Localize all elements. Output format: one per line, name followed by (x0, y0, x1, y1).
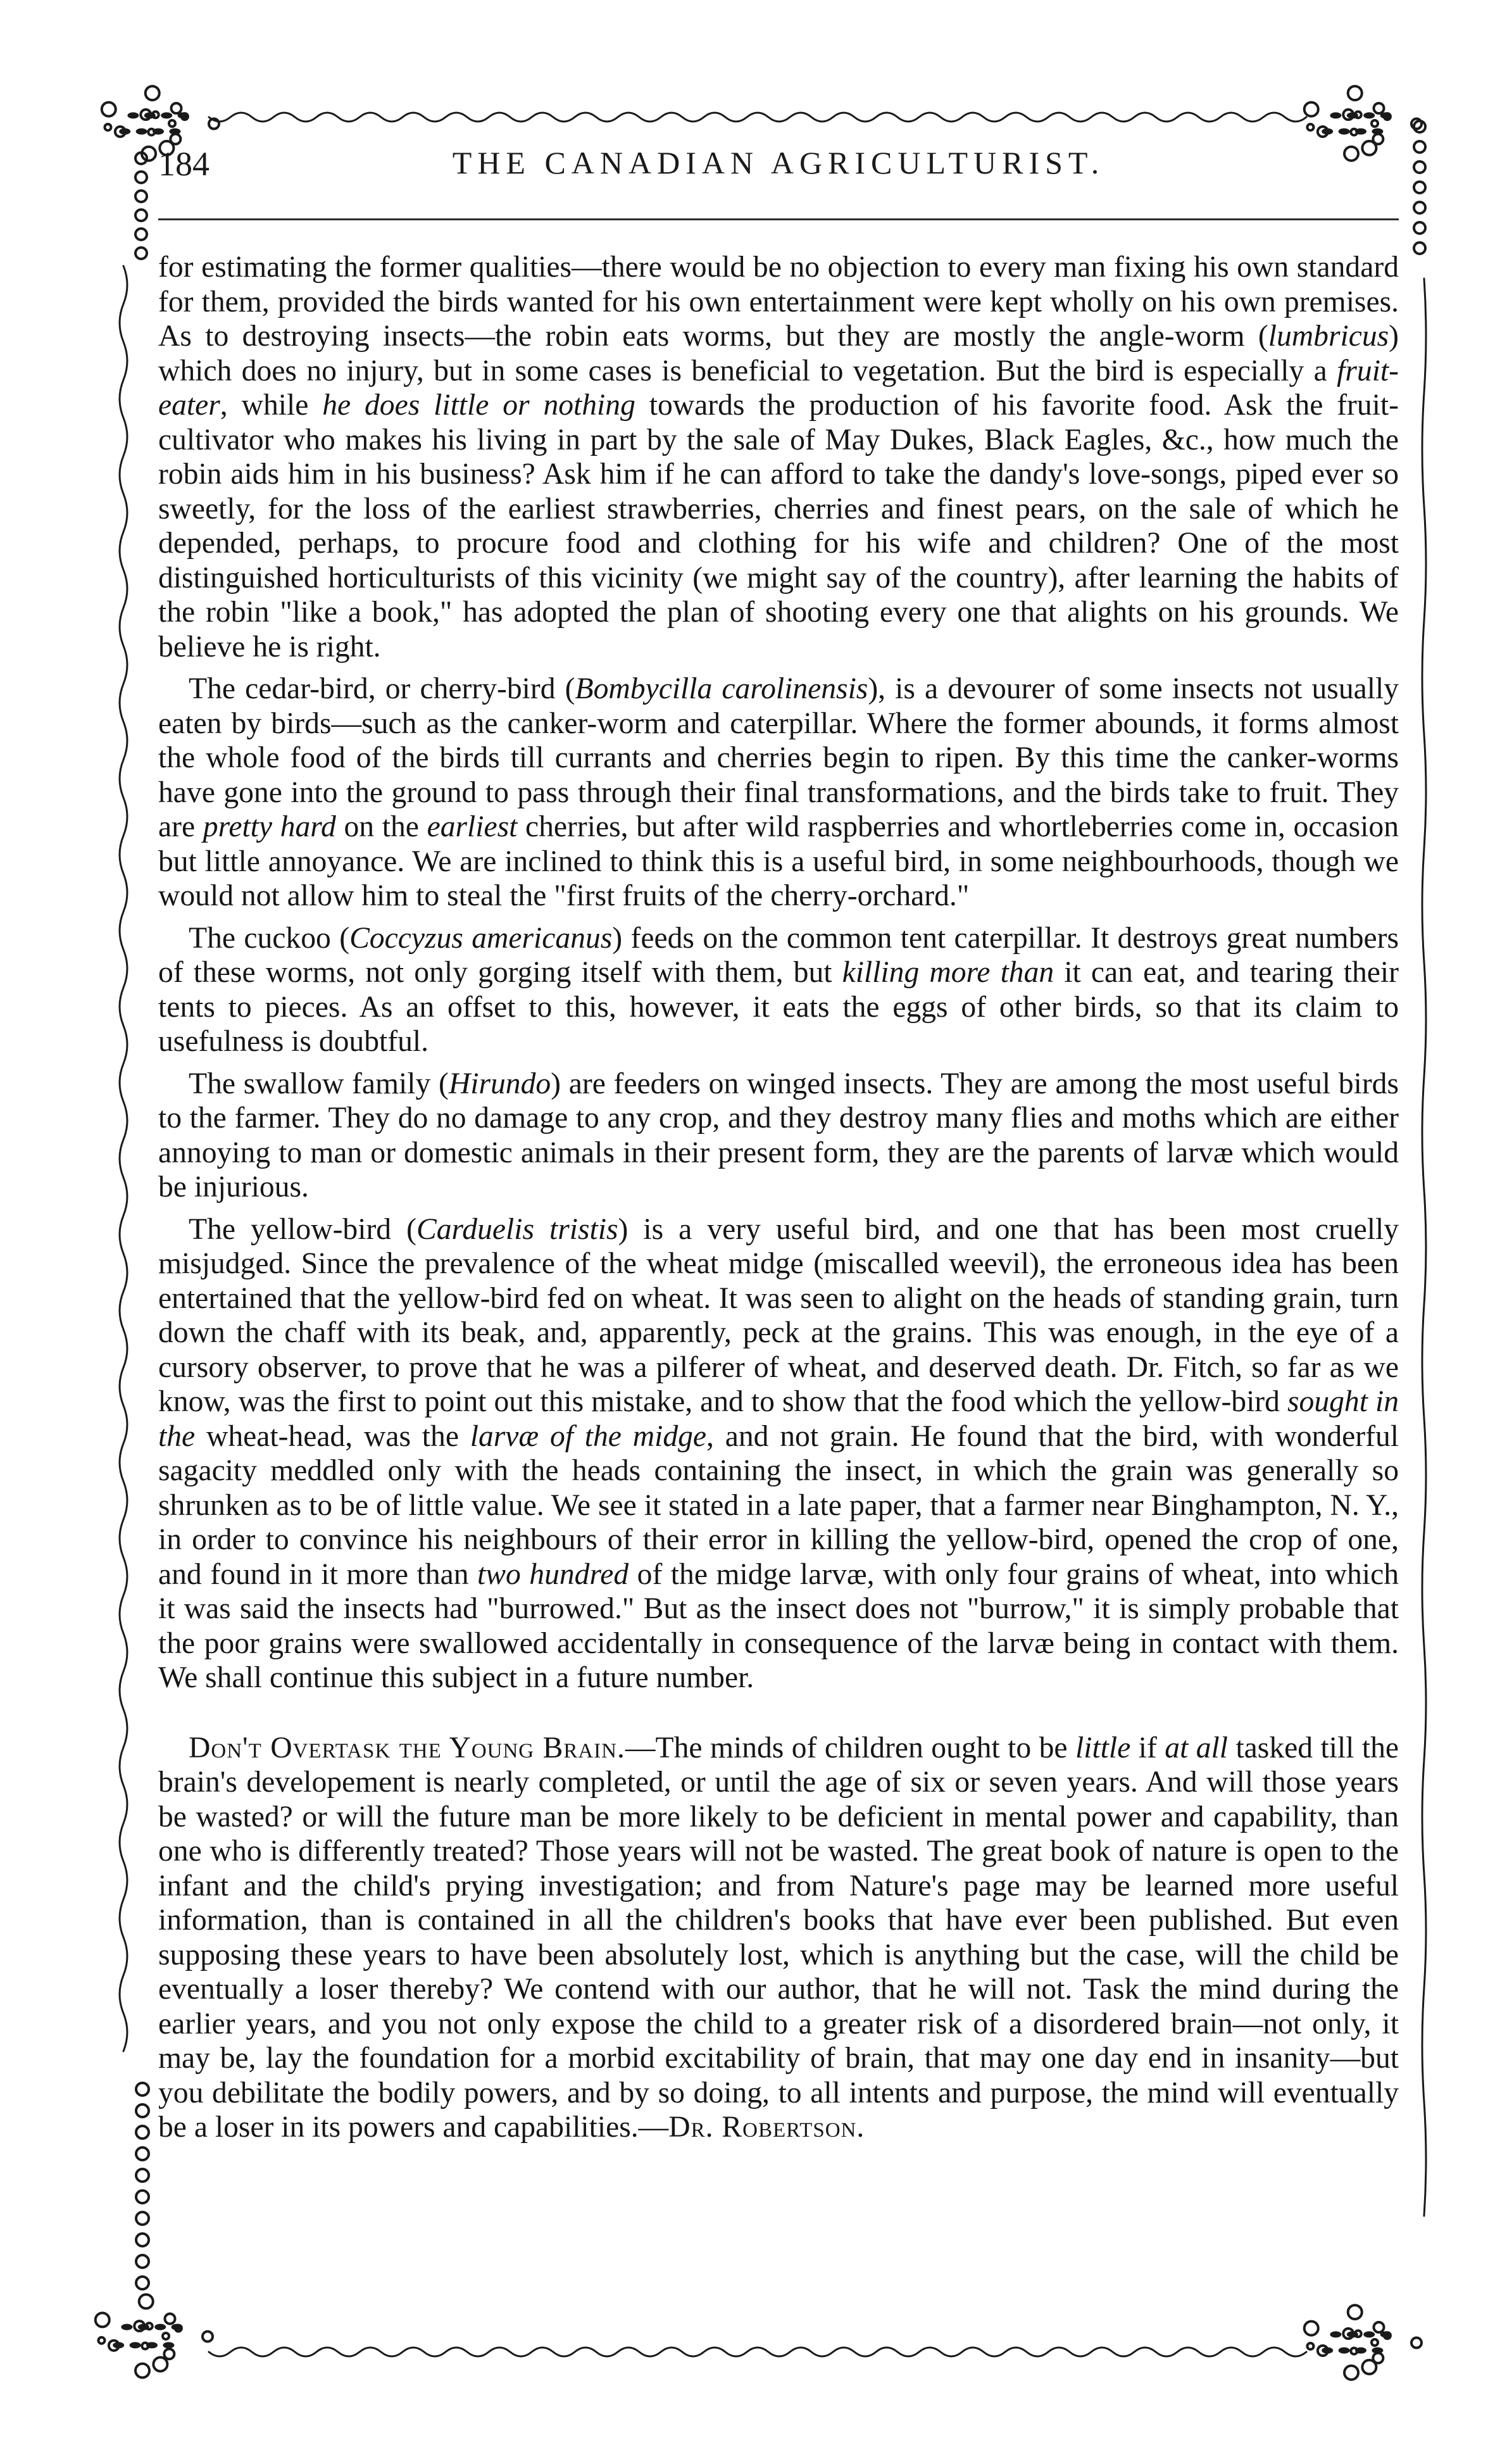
italic-text: earliest (427, 810, 518, 843)
italic-text: little (1075, 1731, 1131, 1764)
italic-text: Hirundo (448, 1067, 551, 1100)
text-run: for estimating the former qualities—there would be no objection to every man fixing his own standard for them, provided the birds wanted for his own entertainment were kept wholly on his own premises. As to destroying insects—the robin eats worms, but they are mostly the angle-worm ( (158, 251, 1399, 353)
text-run: , and not grain. He found that the bird, with wonderful sagacity meddled only with the heads containing the insect, in which the grain was generally so shrunken as to be of little value. We see it stated in a late paper, that a farmer near Binghampton, N. Y., in order to convince his neighbours of their error in killing the yellow-bird, opened the crop of one, and found in it more than (158, 1419, 1399, 1591)
paragraph-p6 (158, 1731, 1399, 2145)
italic-text: fruit-eater (158, 354, 1399, 422)
small-caps-text: Don't Overtask the Young Brain. (189, 1731, 625, 1764)
text-run: of the midge larvæ, with only four grains of wheat, into which it was said the insects had "burrowed." But as the insect does not "burrow," it is simply probable that the poor grains were swallowed accidentally in consequence of the larvæ being in contact with them. We shall continue this subject in a future number. (158, 1557, 1399, 1694)
paragraph-p1 (158, 250, 1399, 664)
italic-text: Carduelis tristis (416, 1212, 618, 1246)
text-run: tasked till the brain's developement is nearly completed, or until the age of six or seven years. And will those years be wasted? or will the future man be more likely to be deficient in mental power and capability, than one who is differently treated? Those years will not be wasted. The great book of nature is open to the infant and the child's prying investigation; and from Nature's page may be learned more useful information, than is contained in all the children's books that have ever been published. But even supposing these years to have been absolutely lost, which is anything but the case, will the child be eventually a loser thereby? We contend with our author, that he will not. Task the mind during the earlier years, and you not only expose the child to a greater risk of a disordered brain—not only, it may be, lay the foundation for a morbid excitability of brain, that may one day end in insanity—but you debilitate the bodily powers, and by so doing, to all intents and purpose, the mind will eventually be a loser in its powers and capabilities.— (158, 1731, 1399, 2144)
page-number: 184 (158, 145, 209, 183)
italic-text: larvæ of the midge (470, 1419, 707, 1453)
text-run: ) feeds on the common tent caterpillar. It destroys great numbers of these worms, not only gorging itself with them, but (158, 921, 1399, 989)
text-run: towards the production of his favorite food. Ask the fruit-cultivator who makes his living in part by the sale of May Dukes, Black Eagles, &c., how much the robin aids him in his business? Ask him if he can afford to take the dandy's love-songs, piped ever so sweetly, for the loss of the earliest strawberries, cherries and finest pears, on the sale of which he depended, perhaps, to procure food and clothing for his wife and children? One of the most distinguished horticulturists of this vicinity (we might say of the country), after learning the habits of the robin "like a book," has adopted the plan of shooting every one that alights on his grounds. We believe he is right. (158, 389, 1399, 663)
header-rule (158, 218, 1399, 220)
text-run: ) which does no injury, but in some cases is beneficial to vegetation. But the bird is especially a (158, 320, 1399, 387)
paragraph-p2 (158, 672, 1399, 914)
italic-text: he does little or nothing (322, 389, 635, 422)
italic-text: killing more than (842, 956, 1054, 989)
running-title: THE CANADIAN AGRICULTURIST. (452, 145, 1105, 180)
small-caps-text: Dr. Robertson. (668, 2111, 865, 2144)
paragraph-p3 (158, 921, 1399, 1059)
text-run: , while (220, 389, 323, 422)
text-run: if (1130, 1731, 1165, 1764)
italic-text: sought in the (158, 1385, 1399, 1453)
italic-text: at all (1165, 1731, 1228, 1764)
corner-flourish-bottom-right (1304, 2305, 1422, 2380)
paragraph-p4 (158, 1067, 1399, 1205)
running-header (158, 144, 1399, 201)
text-run: wheat-head, was the (195, 1419, 470, 1453)
italic-text: lumbricus (1268, 320, 1389, 353)
text-run: The cuckoo ( (189, 921, 350, 955)
article-body (158, 250, 1399, 2145)
italic-text: Coccyzus americanus (349, 921, 613, 955)
text-run: —The minds of children ought to be (625, 1731, 1076, 1764)
italic-text: Bombycilla carolinensis (575, 672, 868, 705)
text-run: ) is a very useful bird, and one that has been most cruelly misjudged. Since the prevalence of the wheat midge (miscalled weevil), the erroneous idea has been entertained that the yellow-bird fed on wheat. It was seen to alight on the heads of standing grain, turn down the chaff with its beak, and, apparently, peck at the grains. This was enough, in the eye of a cursory observer, to prove that he was a pilferer of wheat, and deserved death. Dr. Fitch, so far as we know, was the first to point out this mistake, and to show that the food which the yellow-bird (158, 1212, 1399, 1418)
text-run: ), is a devourer of some insects not usually eaten by birds—such as the canker-worm and caterpillar. Where the former abounds, it forms almost the whole food of the birds till currants and cherries begin to ripen. By this time the canker-worms have gone into the ground to pass through their final transformations, and the birds take to fruit. They are (158, 672, 1399, 843)
text-run: The cedar-bird, or cherry-bird ( (189, 672, 575, 705)
text-run: ) are feeders on winged insects. They are among the most useful birds to the farmer. They do no damage to any crop, and they destroy many flies and moths which are either annoying to man or domestic animals in their present form, they are the parents of larvæ which would be injurious. (158, 1067, 1399, 1204)
text-run: on the (335, 810, 427, 843)
text-run: it can eat, and tearing their tents to pieces. As an offset to this, however, it eats the eggs of other birds, so that its claim to usefulness is doubtful. (158, 956, 1399, 1058)
text-run: cherries, but after wild raspberries and whortleberries come in, occasion but little annoyance. We are inclined to think this is a useful bird, in some neighbourhoods, though we would not allow him to steal the "first fruits of the cherry-orchard." (158, 810, 1399, 912)
paragraph-p5 (158, 1212, 1399, 1695)
italic-text: two hundred (477, 1557, 629, 1591)
text-run: The swallow family ( (189, 1067, 449, 1100)
italic-text: pretty hard (203, 810, 336, 843)
text-run: The yellow-bird ( (189, 1212, 416, 1246)
